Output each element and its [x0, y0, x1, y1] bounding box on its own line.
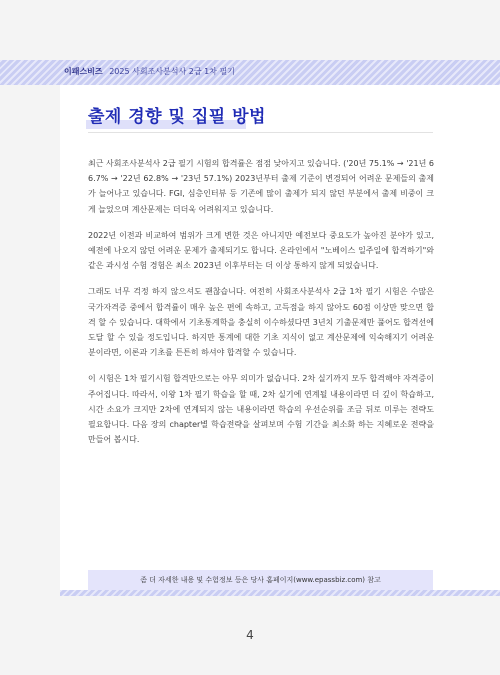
title-divider: [88, 132, 433, 133]
body-text: [88, 156, 434, 458]
section-title: 출제 경향 및 집필 방법: [88, 107, 266, 127]
running-header: [64, 66, 235, 77]
book-title: 2025 사회조사분석사 2급 1차 필기: [109, 67, 235, 76]
paragraph-3: 그래도 너무 걱정 하지 않으셔도 괜찮습니다. 여전히 사회조사분석사 2급 1차 필기 시험은 수많은 국가자격증 중에서 합격률이 매우 높은 편에 속하고, 고득점을 하지 않아도 60점 이상만 맞으면 합격 할 수 있습니다. 대학에서 기초통계학을 충실히 이수하셨다면 3년치 기출문제만 풀어도 합격선에 도달 할 수 있을 정도입니다. 하지만 통계에 대한 기초 지식이 없고 계산문제에 익숙해지기 어려운 분이라면, 이론과 기초를 튼튼히 하셔야 합격할 수 있습니다.: [88, 287, 434, 358]
paragraph-4: 이 시험은 1차 필기시험 합격만으로는 아무 의미가 없습니다. 2차 실기까지 모두 합격해야 자격증이 주어집니다. 따라서, 이왕 1차 필기 학습을 할 때, 2차 실기에 연계될 내용이라면 더 깊이 학습하고, 시간 소요가 크지만 2차에 연계되지 않는 내용이라면 학습의 우선순위를 조금 뒤로 미루는 전략도 필요합니다. 다음 장의 chapter별 학습전략을 살펴보며 수험 기간을 최소화 하는 지혜로운 전략을 만들어 봅시다.: [88, 374, 434, 445]
footer-band: [60, 590, 500, 596]
section-heading: [88, 102, 266, 132]
paragraph-2: 2022년 이전과 비교하여 범위가 크게 변한 것은 아니지만 예전보다 중요도가 높아진 분야가 있고, 예전에 나오지 않던 어려운 문제가 출제되기도 합니다. 온라인에서 "노베이스 일주일에 합격하기"와 같은 과시성 수험 경험은 최소 2023년 이후부터는 더 이상 통하지 않게 되었습니다.: [88, 230, 434, 271]
paragraph-1: 최근 사회조사분석사 2급 필기 시험의 합격률은 점점 낮아지고 있습니다. ('20년 75.1% → '21년 66.7% → '22년 62.8% → '23년 57.1%) 2023년부터 출제 기준이 변경되어 어려운 문제들의 출제가 늘어나고 있습니다. FGI, 심층인터뷰 등 기존에 많이 출제가 되지 않던 부분에서 출제 비중이 크게 늘었으며 계산문제는 더더욱 어려워지고 있습니다.: [88, 159, 434, 214]
publisher-brand: 이패스비즈: [64, 67, 103, 76]
footer-note: 좀 더 자세한 내용 및 수험정보 등은 당사 홈페이지(www.epassbiz.com) 참고: [88, 570, 433, 590]
page-number: 4: [246, 628, 254, 642]
